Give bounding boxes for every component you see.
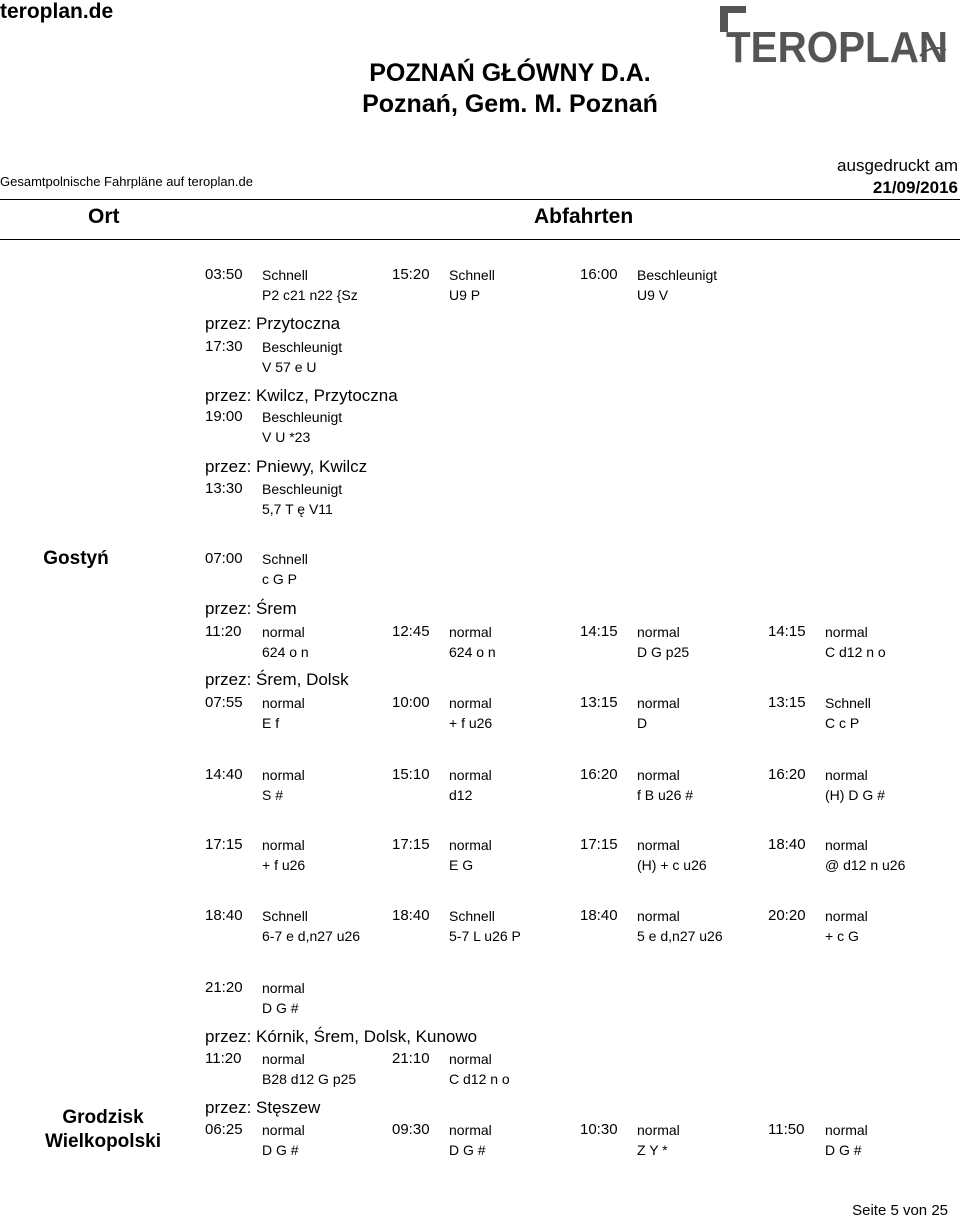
- route-via-label: przez: Śrem, Dolsk: [205, 670, 349, 689]
- departure-time: 13:15: [768, 694, 806, 711]
- route-via-label: przez: Pniewy, Kwilcz: [205, 457, 368, 476]
- departure-time: 09:30: [392, 1121, 430, 1138]
- train-category: Schnell: [449, 267, 495, 283]
- column-header-place: Ort: [88, 205, 120, 228]
- service-codes: V 57 e U: [262, 359, 317, 375]
- service-codes: (H) D G #: [825, 787, 885, 803]
- departure-time: 10:30: [580, 1121, 618, 1138]
- service-codes: S #: [262, 787, 284, 803]
- departure-time: 12:45: [392, 623, 430, 640]
- destination-place-line: Wielkopolski: [45, 1131, 161, 1152]
- page-number: Seite 5 von 25: [852, 1202, 948, 1219]
- departure-time: 17:15: [580, 836, 618, 853]
- departure-time: 13:15: [580, 694, 618, 711]
- service-codes: D G #: [449, 1142, 486, 1158]
- departure-time: 15:20: [392, 266, 430, 283]
- service-codes: E G: [449, 857, 474, 873]
- train-category: normal: [262, 767, 305, 783]
- service-codes: U9 V: [637, 287, 669, 303]
- teroplan-logo: [720, 4, 952, 74]
- train-category: normal: [825, 767, 868, 783]
- train-category: normal: [825, 908, 868, 924]
- train-category: Beschleunigt: [637, 267, 718, 283]
- service-codes: @ d12 n u26: [825, 857, 906, 873]
- departure-time: 03:50: [205, 266, 243, 283]
- service-codes: c G P: [262, 571, 298, 587]
- printed-date: 21/09/2016: [872, 178, 958, 197]
- departure-time: 11:20: [205, 1050, 242, 1067]
- departure-time: 15:10: [392, 766, 430, 783]
- departure-time: 21:10: [392, 1050, 430, 1067]
- service-codes: E f: [262, 715, 280, 731]
- destination-place-line: Grodzisk: [62, 1107, 144, 1128]
- service-codes: d12: [449, 787, 473, 803]
- train-category: normal: [825, 1122, 868, 1138]
- train-category: normal: [637, 695, 680, 711]
- train-category: Schnell: [262, 267, 308, 283]
- departure-time: 17:15: [392, 836, 430, 853]
- departure-time: 17:15: [205, 836, 243, 853]
- train-category: normal: [262, 695, 305, 711]
- service-codes: 5 e d,n27 u26: [637, 928, 723, 944]
- service-codes: Z Y *: [637, 1142, 668, 1158]
- service-codes: (H) + c u26: [637, 857, 707, 873]
- service-codes: + f u26: [262, 857, 306, 873]
- service-codes: f B u26 #: [637, 787, 694, 803]
- service-codes: D G #: [262, 1000, 299, 1016]
- train-category: normal: [825, 624, 868, 640]
- departure-time: 18:40: [768, 836, 806, 853]
- train-category: normal: [637, 1122, 680, 1138]
- service-codes: C c P: [825, 715, 860, 731]
- destination-place-line: Gostyń: [43, 548, 109, 569]
- departure-time: 14:15: [768, 623, 806, 640]
- departure-time: 16:20: [580, 766, 618, 783]
- train-category: normal: [449, 767, 492, 783]
- train-category: normal: [637, 837, 680, 853]
- service-codes: + f u26: [449, 715, 493, 731]
- service-codes: 624 o n: [262, 644, 309, 660]
- print-info: [837, 155, 958, 199]
- train-category: normal: [262, 837, 305, 853]
- train-category: normal: [262, 980, 305, 996]
- service-codes: C d12 n o: [825, 644, 886, 660]
- service-codes: V U *23: [262, 429, 311, 445]
- departure-time: 16:00: [580, 266, 618, 283]
- station-name: POZNAŃ GŁÓWNY D.A.: [369, 59, 651, 87]
- departure-time: 07:55: [205, 694, 243, 711]
- service-codes: 624 o n: [449, 644, 496, 660]
- departure-time: 11:50: [768, 1121, 805, 1138]
- departure-time: 07:00: [205, 550, 243, 567]
- route-via-label: przez: Kwilcz, Przytoczna: [205, 386, 398, 405]
- departure-time: 11:20: [205, 623, 242, 640]
- train-category: Beschleunigt: [262, 481, 343, 497]
- service-codes: + c G: [825, 928, 859, 944]
- train-category: normal: [825, 837, 868, 853]
- departure-time: 18:40: [580, 907, 618, 924]
- service-codes: D: [637, 715, 648, 731]
- site-name: teroplan.de: [0, 0, 114, 23]
- subtitle: Gesamtpolnische Fahrpläne auf teroplan.de: [0, 174, 253, 189]
- train-category: Schnell: [449, 908, 495, 924]
- departure-time: 21:20: [205, 979, 243, 996]
- departure-time: 19:00: [205, 408, 243, 425]
- route-via-label: przez: Stęszew: [205, 1098, 321, 1117]
- train-category: normal: [637, 767, 680, 783]
- train-category: Schnell: [825, 695, 871, 711]
- train-category: normal: [637, 624, 680, 640]
- train-category: normal: [262, 1122, 305, 1138]
- train-category: normal: [262, 1051, 305, 1067]
- departure-time: 10:00: [392, 694, 430, 711]
- departure-time: 13:30: [205, 480, 243, 497]
- route-via-label: przez: Śrem: [205, 599, 297, 618]
- departure-time: 18:40: [205, 907, 243, 924]
- train-category: normal: [449, 1051, 492, 1067]
- destination-place: [38, 1106, 168, 1154]
- service-codes: C d12 n o: [449, 1071, 510, 1087]
- train-category: normal: [449, 837, 492, 853]
- column-header-departures: Abfahrten: [534, 205, 634, 228]
- train-category: Schnell: [262, 908, 308, 924]
- train-category: normal: [449, 624, 492, 640]
- station-locality: Poznań, Gem. M. Poznań: [362, 90, 658, 118]
- departure-time: 18:40: [392, 907, 430, 924]
- route-via-label: przez: Przytoczna: [205, 314, 341, 333]
- departure-time: 20:20: [768, 907, 806, 924]
- train-category: normal: [262, 624, 305, 640]
- service-codes: D G #: [825, 1142, 862, 1158]
- service-codes: B28 d12 G p25: [262, 1071, 357, 1087]
- svg-text:TEROPLAN: TEROPLAN: [726, 23, 948, 72]
- train-category: Beschleunigt: [262, 339, 343, 355]
- service-codes: U9 P: [449, 287, 481, 303]
- train-category: normal: [449, 695, 492, 711]
- printed-label: ausgedruckt am: [837, 156, 958, 175]
- route-via-label: przez: Kórnik, Śrem, Dolsk, Kunowo: [205, 1027, 478, 1046]
- departure-time: 16:20: [768, 766, 806, 783]
- header-rule-top: [0, 199, 960, 200]
- departure-time: 14:40: [205, 766, 243, 783]
- destination-place: [26, 547, 126, 571]
- train-category: normal: [449, 1122, 492, 1138]
- departure-time: 14:15: [580, 623, 618, 640]
- service-codes: 5,7 T ę V11: [262, 501, 333, 517]
- departure-time: 06:25: [205, 1121, 243, 1138]
- train-category: normal: [637, 908, 680, 924]
- header-rule-bottom: [0, 239, 960, 240]
- service-codes: 6-7 e d,n27 u26: [262, 928, 361, 944]
- service-codes: P2 c21 n22 {Sz: [262, 287, 358, 303]
- train-category: Beschleunigt: [262, 409, 343, 425]
- train-category: Schnell: [262, 551, 308, 567]
- service-codes: D G #: [262, 1142, 299, 1158]
- departure-time: 17:30: [205, 338, 243, 355]
- service-codes: 5-7 L u26 P: [449, 928, 521, 944]
- service-codes: D G p25: [637, 644, 690, 660]
